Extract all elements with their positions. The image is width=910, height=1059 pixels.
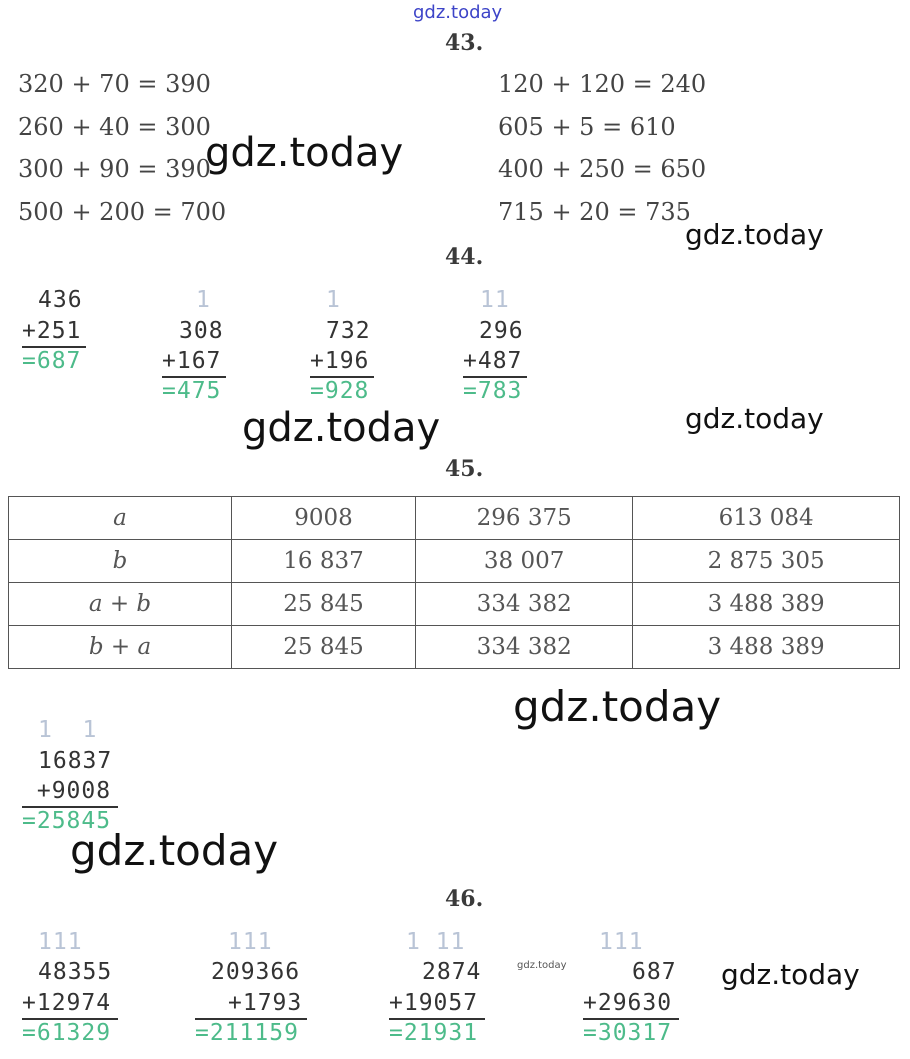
exercise-43-number: 43.: [445, 30, 484, 56]
watermark-3: gdz.today: [685, 402, 824, 435]
table-cell: a + b: [9, 583, 232, 626]
ex45-col-bottom: +9008: [22, 778, 112, 804]
table-row: [9, 583, 900, 626]
table-cell: 25 845: [232, 583, 416, 626]
ex46-col2-result: =211159: [195, 1020, 299, 1046]
table-row: [9, 540, 900, 583]
ex46-col3-bottom: +19057: [389, 990, 479, 1016]
table-cell: a: [9, 497, 232, 540]
table-cell: 25 845: [232, 626, 416, 669]
table-cell: 613 084: [633, 497, 900, 540]
table-cell: 16 837: [232, 540, 416, 583]
ex46-col3-result: =21931: [389, 1020, 479, 1046]
watermark-1: gdz.today: [205, 130, 404, 176]
ex45-col-top: 16837: [38, 748, 113, 774]
table-cell: 38 007: [416, 540, 633, 583]
ex44-col1-top: 436: [38, 287, 83, 313]
watermark-6: gdz.today: [70, 826, 279, 875]
ex46-col2-top: 209366: [211, 959, 301, 985]
watermark-7: gdz.today: [721, 958, 860, 991]
ex46-col3-carry: 1 11: [406, 929, 466, 955]
table-row: [9, 626, 900, 669]
watermark-4: gdz.today: [242, 405, 441, 451]
ex44-col2-result: =475: [162, 378, 222, 404]
ex45-col-result: =25845: [22, 808, 112, 834]
table-cell: 2 875 305: [633, 540, 900, 583]
ex45-col-carry: 1 1: [38, 717, 98, 743]
ex44-col3-result: =928: [310, 378, 370, 404]
ex46-col1-carry: 111: [38, 929, 83, 955]
ex43-right-3: 400 + 250 = 650: [498, 155, 707, 183]
ex43-left-1: 320 + 70 = 390: [18, 70, 211, 98]
table-cell: 334 382: [416, 583, 633, 626]
table-cell: 334 382: [416, 626, 633, 669]
table-cell: 3 488 389: [633, 583, 900, 626]
table-cell: b: [9, 540, 232, 583]
table-cell: b + a: [9, 626, 232, 669]
ex44-col2-top: 308: [179, 318, 224, 344]
table-cell: 296 375: [416, 497, 633, 540]
ex46-col1-top: 48355: [38, 959, 113, 985]
exercise-46-number: 46.: [445, 886, 484, 912]
ex46-col4-top: 687: [632, 959, 677, 985]
table-row: [9, 497, 900, 540]
ex46-col1-bottom: +12974: [22, 990, 112, 1016]
watermark-5: gdz.today: [513, 682, 722, 731]
ex43-right-4: 715 + 20 = 735: [498, 198, 691, 226]
table-cell: 9008: [232, 497, 416, 540]
ex46-col2-bottom: +1793: [228, 990, 303, 1016]
ex43-left-3: 300 + 90 = 390: [18, 155, 211, 183]
ex43-left-2: 260 + 40 = 300: [18, 113, 211, 141]
ex44-col3-bottom: +196: [310, 348, 370, 374]
ex43-right-1: 120 + 120 = 240: [498, 70, 707, 98]
ex46-col2-carry: 111: [228, 929, 273, 955]
ex44-col2-bottom: +167: [162, 348, 222, 374]
ex44-col3-top: 732: [326, 318, 371, 344]
watermark-2: gdz.today: [685, 218, 824, 251]
ex46-col3-top: 2874: [422, 959, 482, 985]
ex45-table: [8, 496, 900, 669]
ex46-col1-result: =61329: [22, 1020, 112, 1046]
ex44-col4-result: =783: [463, 378, 523, 404]
ex43-right-2: 605 + 5 = 610: [498, 113, 676, 141]
ex44-col1-result: =687: [22, 348, 82, 374]
ex44-col1-bottom: +251: [22, 318, 82, 344]
ex44-col4-bottom: +487: [463, 348, 523, 374]
watermark-top: gdz.today: [413, 2, 503, 23]
ex46-col4-bottom: +29630: [583, 990, 673, 1016]
ex44-col4-carry: 11: [480, 287, 510, 313]
table-cell: 3 488 389: [633, 626, 900, 669]
ex46-col4-result: =30317: [583, 1020, 673, 1046]
ex46-col4-carry: 111: [599, 929, 644, 955]
exercise-44-number: 44.: [445, 244, 484, 270]
ex44-col2-carry: 1: [196, 287, 211, 313]
ex44-col3-carry: 1: [326, 287, 341, 313]
ex43-left-4: 500 + 200 = 700: [18, 198, 227, 226]
watermark-small: gdz.today: [517, 960, 567, 971]
ex44-col4-top: 296: [479, 318, 524, 344]
exercise-45-number: 45.: [445, 456, 484, 482]
